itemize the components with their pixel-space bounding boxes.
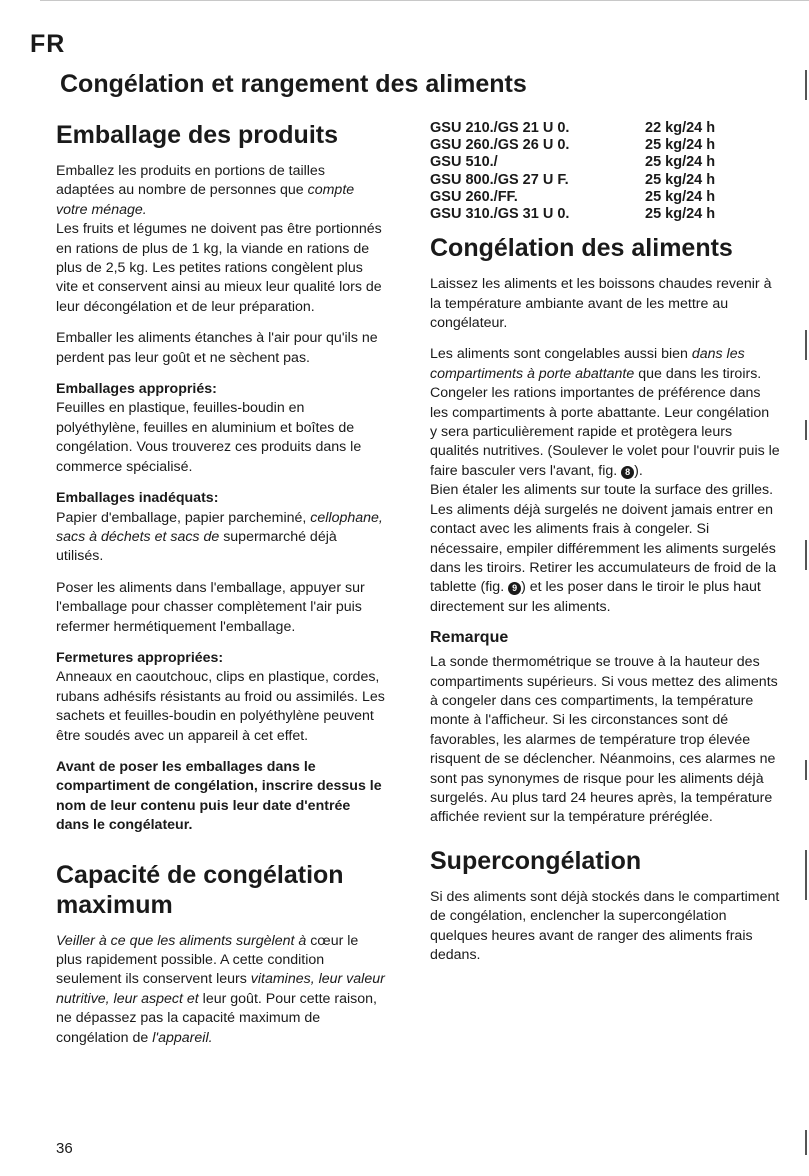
text-span: cœur le plus rapidement possible. A cette condition seulement ils conservent leurs — [56, 932, 359, 988]
paragraph-portions — [56, 162, 386, 317]
text-span: Les aliments déjà surgelés ne doivent jamais entrer en contact avec les aliments frais à congeler. Si nécessaire, empiler différemment les aliments surgelés dans les tiroirs. Retirer les accumulateurs de froid de la tablette (fig. — [430, 501, 777, 596]
text-span: vitamines, leur valeur nutritive, leur aspect et — [56, 971, 385, 1007]
model-cell: GSU 260./GS 26 U 0. — [430, 137, 570, 154]
text-span: ). — [634, 462, 643, 479]
capacity-cell: 22 kg/24 h — [645, 120, 716, 136]
subheading-closures: Fermetures appropriées: — [56, 649, 224, 666]
text-span: leur goût. Pour cette raison, ne dépassez pas la capacité maximum de congélation de — [56, 990, 377, 1046]
subheading-inadequate: Emballages inadéquats: — [56, 490, 219, 507]
page-number: 36 — [56, 1140, 73, 1157]
heading-capacite: Capacité de congélation maximum — [56, 860, 344, 919]
text-span: dans les compartiments à porte abattante — [430, 346, 745, 382]
figure-number-badge: 9 — [508, 582, 521, 595]
capacity-row — [430, 172, 715, 189]
heading-congelation: Congélation des aliments — [430, 234, 733, 263]
capacity-cell: 25 kg/24 h — [645, 171, 716, 188]
paragraph-remark: La sonde thermométrique se trouve à la hauteur des compartiments supérieurs. Si vous mettez des aliments à congeler dans ces compartiments, la température monte à l'afficheur. Si les circonstances sont dé favorables, les alarmes de température trop élevée risquent de se déclencher. Néanmoins, ces alarmes ne sont pas synonymes de risque pour les aliments déjà surgelés. Au plus tard 24 heures après, la température affichée revient sur la température préréglée. — [430, 654, 778, 826]
capacity-cell: 25 kg/24 h — [645, 137, 716, 154]
capacity-cell: 25 kg/24 h — [645, 188, 716, 205]
subheading-appropriate: Emballages appropriés: — [56, 381, 217, 398]
text-span: Congeler les rations importantes de préférence dans les compartiments à porte abattante. Leur congélation y sera particulièrement rapide et protègera leurs qualités nutritives. (Soulever le volet pour l'ouvrir puis le faire basculer vers l'avant, fig. — [430, 385, 780, 479]
labeling-notice: Avant de poser les emballages dans le compartiment de congélation, inscrire dessus le nom de leur contenu puis leur date d'entrée dans le congélateur. — [56, 758, 382, 834]
heading-supercongelation: Supercongélation — [430, 846, 642, 875]
language-code: FR — [30, 30, 66, 58]
remark-heading: Remarque — [430, 629, 509, 647]
text-span: Bien étaler les aliments sur toute la surface des grilles. — [430, 482, 774, 499]
text-span: ) et les poser dans le tiroir le plus haut directement sur les aliments. — [430, 579, 761, 615]
model-cell: GSU 210./GS 21 U 0. — [430, 120, 570, 136]
text-span: Papier d'emballage, papier parcheminé, — [56, 509, 311, 526]
text-span: Les aliments sont congelables aussi bien — [430, 346, 692, 363]
left-column — [56, 120, 386, 1060]
capacity-row — [430, 206, 715, 223]
text-span: supermarché déjà utilisés. — [56, 528, 337, 565]
text-span: Emballez les produits en portions de tailles adaptées au nombre de personnes que — [56, 163, 325, 199]
model-cell: GSU 260./FF. — [430, 188, 518, 205]
paragraph-airtight: Emballer les aliments étanches à l'air pour qu'ils ne perdent pas leur goût et ne sèchent pas. — [56, 330, 378, 366]
paragraph-packing: Poser les aliments dans l'emballage, appuyer sur l'emballage pour chasser complètement l'air puis refermer hermétiquement l'emballage. — [56, 579, 365, 635]
right-column — [430, 120, 780, 977]
text-span: compte votre ménage. — [56, 182, 355, 218]
text-span: Veiller à ce que les aliments surgèlent à — [56, 932, 307, 949]
model-cell: GSU 310./GS 31 U 0. — [430, 206, 570, 223]
page-title: Congélation et rangement des aliments — [60, 70, 527, 98]
heading-emballage: Emballage des produits — [56, 121, 339, 149]
capacity-row — [430, 154, 715, 171]
paragraph-capacity — [56, 932, 386, 1048]
text-span: cellophane, sacs à déchets et sacs de — [56, 509, 383, 545]
paragraph-closures — [56, 649, 386, 746]
text-span: Anneaux en caoutchouc, clips en plastique, cordes, rubans adhésifs résistants au froid ou assimilés. Les sachets et feuilles-boudin en polyéthylène peuvent être soudés avec un appareil à cet effet. — [56, 669, 385, 744]
capacity-row — [430, 189, 715, 206]
text-span: que dans les tiroirs. — [634, 365, 762, 382]
capacity-row — [430, 137, 715, 154]
paragraph-inadequate — [56, 489, 386, 567]
text-span: l'appareil. — [152, 1029, 213, 1046]
paragraph-compartments — [430, 345, 780, 617]
top-rule — [40, 0, 809, 1]
text-span: Feuilles en plastique, feuilles-boudin en polyéthylène, feuilles en aluminium et boîtes de congélation. Vous trouverez ces produits dans le commerce spécialisé. — [56, 400, 362, 475]
margin-marks — [805, 0, 807, 1176]
capacity-table — [430, 120, 715, 223]
capacity-cell: 25 kg/24 h — [645, 154, 716, 171]
text-span: Les fruits et légumes ne doivent pas être portionnés en rations de plus de 1 kg, la viande en rations de plus de 2,5 kg. Les petites rations congèlent plus vite et conservent ainsi au mieux leur qualité lors de leur décongélation et de leur préparation. — [56, 221, 382, 315]
paragraph-appropriate — [56, 380, 386, 477]
model-cell: GSU 800./GS 27 U F. — [430, 171, 569, 188]
model-cell: GSU 510./ — [430, 154, 498, 171]
paragraph-hot-food: Laissez les aliments et les boissons chaudes revenir à la température ambiante avant de les mettre au congélateur. — [430, 276, 772, 332]
capacity-cell: 25 kg/24 h — [645, 206, 716, 223]
figure-number-badge: 8 — [621, 466, 634, 479]
capacity-row — [430, 120, 715, 137]
paragraph-supercongelation: Si des aliments sont déjà stockés dans le compartiment de congélation, enclencher la supercongélation quelques heures avant de ranger des aliments frais dedans. — [430, 888, 780, 963]
